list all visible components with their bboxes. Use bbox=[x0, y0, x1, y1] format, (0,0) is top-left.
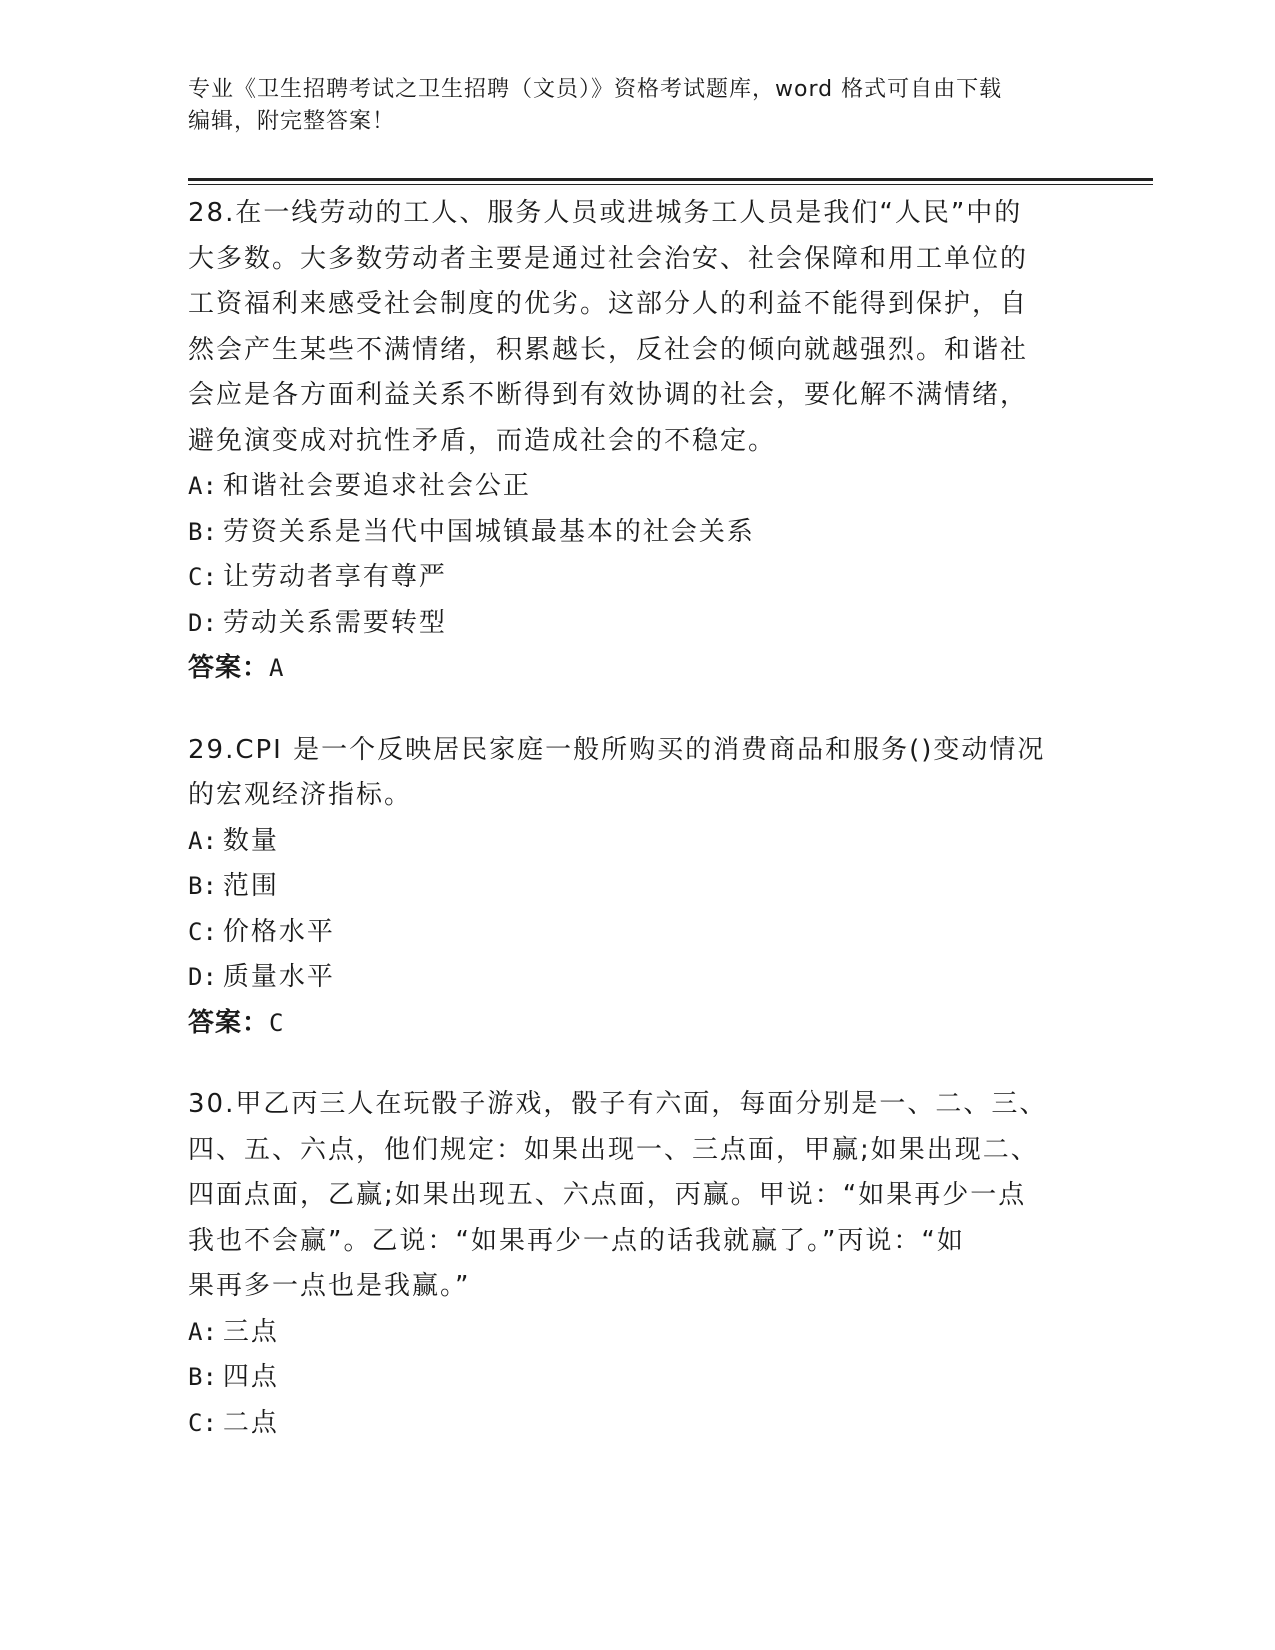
question-text-line: 30.甲乙丙三人在玩骰子游戏，骰子有六面，每面分别是一、二、三、 bbox=[188, 1089, 1048, 1119]
option-b bbox=[188, 1355, 1078, 1401]
answer-label: 答案： bbox=[188, 653, 270, 683]
answer-value: C bbox=[269, 1008, 285, 1037]
option-c bbox=[188, 555, 1078, 601]
option-text: 劳资关系是当代中国城镇最基本的社会关系 bbox=[222, 516, 755, 547]
option-text: 四点 bbox=[222, 1362, 279, 1392]
question-text-line: 四面点面，乙赢;如果出现五、六点面，丙赢。甲说：“如果再少一点 bbox=[188, 1180, 1027, 1210]
option-letter: C: bbox=[188, 563, 217, 591]
option-letter: C: bbox=[188, 917, 217, 946]
question-text-line: 果再多一点也是我赢。” bbox=[188, 1271, 471, 1301]
option-text: 范围 bbox=[222, 871, 279, 901]
option-text: 和谐社会要追求社会公正 bbox=[222, 471, 531, 501]
question-text-line: 避免演变成对抗性矛盾，而造成社会的不稳定。 bbox=[188, 425, 777, 456]
option-a bbox=[188, 1310, 1078, 1356]
header-line-1: 专业《卫生招聘考试之卫生招聘（文员）》资格考试题库，word 格式可自由下载 bbox=[188, 77, 1003, 102]
answer-label: 答案： bbox=[188, 1007, 270, 1038]
option-a bbox=[188, 464, 1078, 510]
option-text: 让劳动者享有尊严 bbox=[222, 562, 447, 592]
option-a bbox=[188, 819, 1078, 865]
option-text: 劳动关系需要转型 bbox=[222, 607, 447, 638]
option-letter: A: bbox=[188, 1317, 217, 1346]
question-text-line: 工资福利来感受社会制度的优劣。这部分人的利益不能得到保护，自 bbox=[188, 289, 1029, 319]
option-b bbox=[188, 510, 1078, 556]
option-letter: B: bbox=[188, 1363, 217, 1391]
option-text: 数量 bbox=[222, 825, 279, 856]
document-header bbox=[188, 74, 1068, 138]
question-text bbox=[188, 191, 1078, 464]
option-letter: C: bbox=[188, 1408, 217, 1437]
header-rule-thin bbox=[188, 184, 1153, 185]
question-text bbox=[188, 728, 1078, 819]
option-letter: A: bbox=[188, 472, 217, 500]
question-text-line: 的宏观经济指标。 bbox=[188, 780, 413, 810]
question-28 bbox=[188, 191, 1078, 692]
option-b bbox=[188, 864, 1078, 910]
option-d bbox=[188, 601, 1078, 647]
option-letter: D: bbox=[188, 963, 217, 991]
option-text: 质量水平 bbox=[222, 962, 335, 992]
answer-line bbox=[188, 646, 1078, 692]
question-text-line: 会应是各方面利益关系不断得到有效协调的社会，要化解不满情绪， bbox=[188, 380, 1029, 410]
header-rule-thick bbox=[188, 178, 1153, 181]
question-text-line: 然会产生某些不满情绪，积累越长，反社会的倾向就越强烈。和谐社 bbox=[188, 334, 1029, 365]
option-letter: D: bbox=[188, 608, 217, 637]
option-text: 价格水平 bbox=[222, 916, 335, 947]
header-line-2: 编辑，附完整答案！ bbox=[188, 109, 396, 134]
question-list bbox=[188, 191, 1078, 1482]
question-29 bbox=[188, 728, 1078, 1047]
option-letter: A: bbox=[188, 826, 217, 855]
answer-value: A bbox=[269, 654, 285, 682]
question-text-line: 大多数。大多数劳动者主要是通过社会治安、社会保障和用工单位的 bbox=[188, 243, 1029, 274]
question-text-line: 我也不会赢”。乙说：“如果再少一点的话我就赢了。”丙说：“如 bbox=[188, 1225, 965, 1256]
option-c bbox=[188, 910, 1078, 956]
question-text-line: 29.CPI 是一个反映居民家庭一般所购买的消费商品和服务()变动情况 bbox=[188, 734, 1046, 765]
option-d bbox=[188, 955, 1078, 1001]
option-letter: B: bbox=[188, 517, 217, 546]
question-30 bbox=[188, 1082, 1078, 1446]
option-letter: B: bbox=[188, 872, 217, 900]
question-text-line: 四、五、六点，他们规定：如果出现一、三点面，甲赢;如果出现二、 bbox=[188, 1134, 1039, 1165]
option-text: 三点 bbox=[222, 1316, 279, 1347]
question-text-line: 28.在一线劳动的工人、服务人员或进城务工人员是我们“人民”中的 bbox=[188, 198, 1023, 228]
option-text: 二点 bbox=[222, 1407, 279, 1438]
option-c bbox=[188, 1401, 1078, 1447]
answer-line bbox=[188, 1001, 1078, 1047]
question-text bbox=[188, 1082, 1078, 1310]
